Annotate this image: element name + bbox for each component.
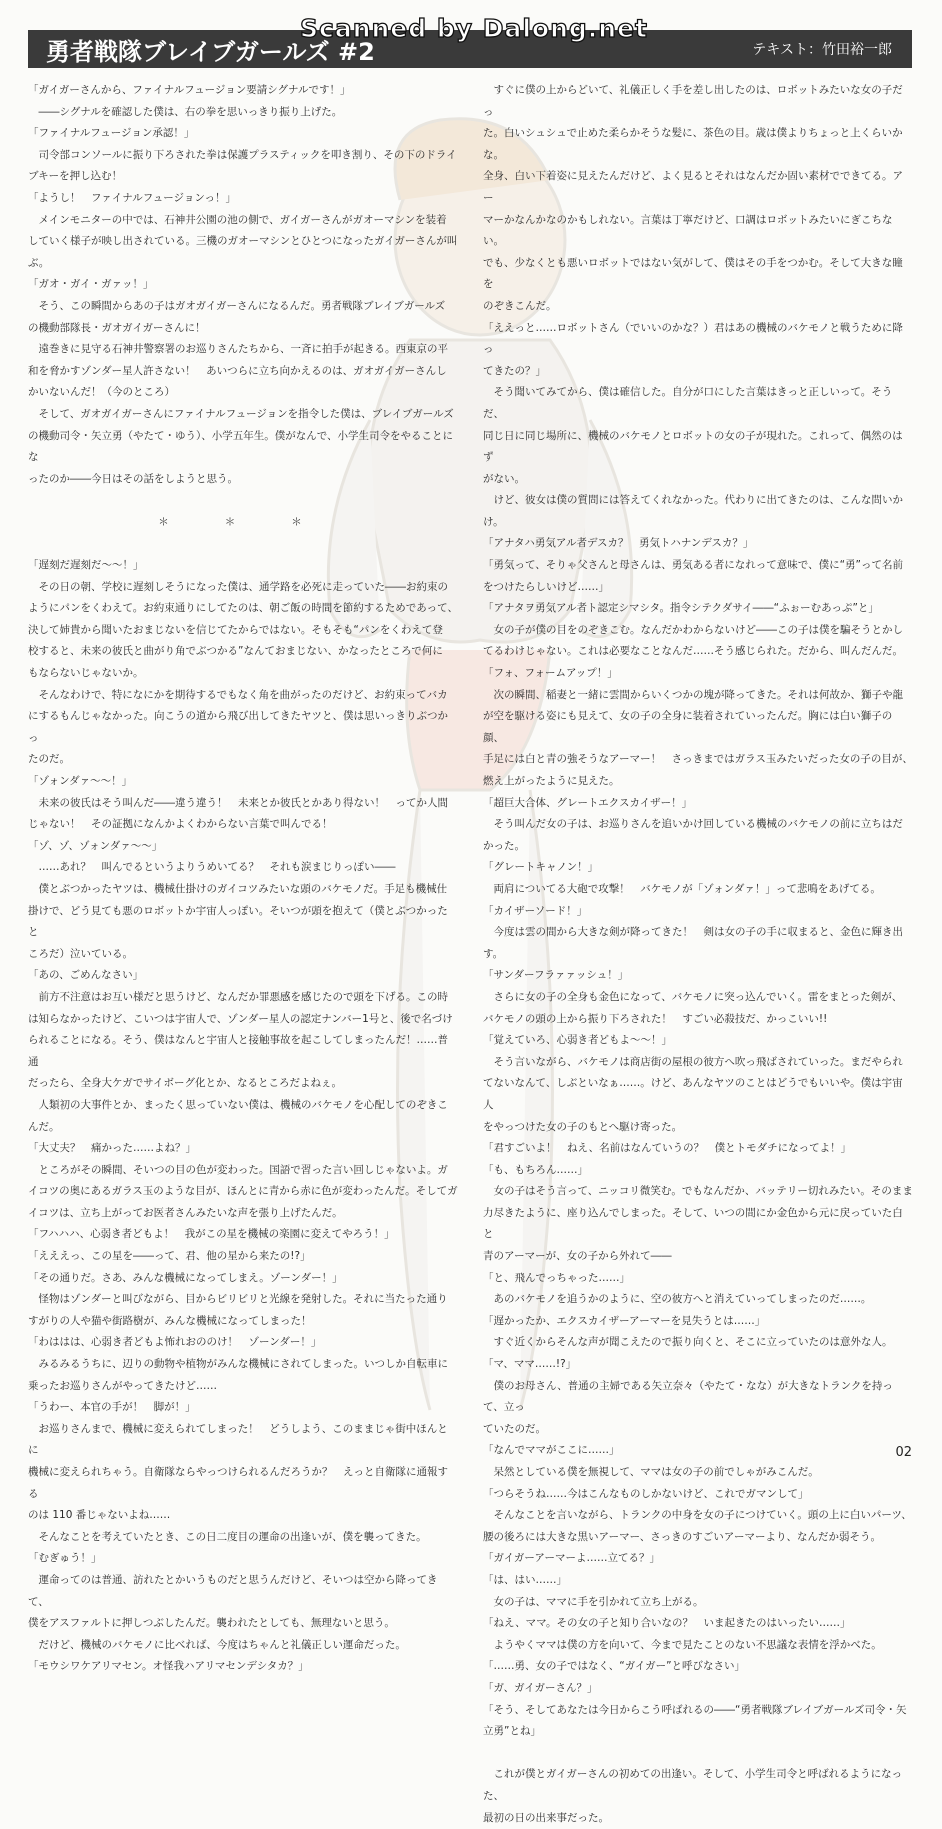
text-line: 力尽きたように、座り込んでしまった。そして、いつの間にか金色から元に戻っていた白と [483,1203,913,1246]
text-line: ブキーを押し込む！ [28,166,458,188]
text-line: だけど、機械のバケモノに比べれば、今度はちゃんと礼儀正しい運命だった。 [28,1635,458,1657]
text-line: 遠巻きに見守る石神井警察署のお巡りさんたちから、一斉に拍手が起きる。西東京の平 [28,339,458,361]
text-line: んだ。 [28,1117,458,1139]
text-line: たのだ。 [28,749,458,771]
text-line: 「グレートキャノン！」 [483,857,913,879]
text-line: の機動司令・矢立勇（やたて・ゆう）、小学五年生。僕がなんで、小学生司令をやることにな [28,426,458,469]
text-line: 「その通りだ。さあ、みんな機械になってしまえ。ゾーンダー！」 [28,1268,458,1290]
text-line: 「覚えていろ、心弱き者どもよ～～！」 [483,1030,913,1052]
text-line: の機動部隊長・ガオガイガーさんに！ [28,318,458,340]
text-line: そう、この瞬間からあの子はガオガイガーさんになるんだ。勇者戦隊ブレイブガールズ [28,296,458,318]
text-line: イコツの奥にあるガラス玉のような目が、ほんとに青から赤に色が変わったんだ。そしてガ [28,1181,458,1203]
text-line: でも、少なくとも悪いロボットではない気がして、僕はその手をつかむ。そして大きな瞳を [483,253,913,296]
text-line: 「フハハハ、心弱き者どもよ！ 我がこの星を機械の楽園に変えてやろう！」 [28,1224,458,1246]
text-line: 「うわー、本官の手が！ 脚が！」 [28,1397,458,1419]
text-line: にするもんじゃなかった。向こうの道から飛び出してきたヤツと、僕は思いっきりぶつかっ [28,706,458,749]
text-line: 青のアーマーが、女の子から外れて―― [483,1246,913,1268]
text-line: 「は、はい……」 [483,1570,913,1592]
text-line: 「ガイガーアーマーよ……立てる？」 [483,1548,913,1570]
text-line: 人類初の大事件とか、まったく思っていない僕は、機械のバケモノを心配してのぞきこ [28,1095,458,1117]
text-line: だったら、全身大ケガでサイボーグ化とか、なるところだよねぇ。 [28,1073,458,1095]
text-line: 「ゾ、ゾ、ゾォンダァ～～」 [28,836,458,858]
text-line: 「遅かったか、エクスカイザーアーマーを見失うとは……」 [483,1311,913,1333]
text-line: そんなわけで、特になにかを期待するでもなく角を曲がったのだけど、お約束ってバカ [28,685,458,707]
text-line: 「ゾォンダァ～～！」 [28,771,458,793]
text-line: 「あの、ごめんなさい」 [28,965,458,987]
text-line: 「と、飛んでっちゃった……」 [483,1268,913,1290]
text-line: 乗ったお巡りさんがやってきたけど…… [28,1376,458,1398]
text-line: 「なんでママがここに……」 [483,1440,913,1462]
text-line: 「サンダーフラァァッシュ！」 [483,965,913,987]
text-line: みるみるうちに、辺りの動物や植物がみんな機械にされてしまった。いつしか自転車に [28,1354,458,1376]
text-line: 「……勇、女の子ではなく、“ガイガー”と呼びなさい」 [483,1656,913,1678]
text-line: 「フォ、フォームアップ！」 [483,663,913,685]
text-line [28,490,458,512]
text-line: あのバケモノを追うかのように、空の彼方へと消えていってしまったのだ……。 [483,1289,913,1311]
text-line: お巡りさんまで、機械に変えられてしまった！ どうしよう、このままじゃ街中ほんとに [28,1419,458,1462]
text-line: バケモノの頭の上から振り下ろされた！ すごい必殺技だ、かっこいい!! [483,1009,913,1031]
text-line: 未来の彼氏はそう叫んだ――違う違う！ 未来とか彼氏とかあり得ない！ ってか人間 [28,793,458,815]
text-line: てるわけじゃない。これは必要なことなんだ……そう感じられた。だから、叫んだんだ。 [483,641,913,663]
text-line: 腰の後ろには大きな黒いアーマー、さっきのすごいアーマーより、なんだか弱そう。 [483,1527,913,1549]
text-line: 「君すごいよ！ ねえ、名前はなんていうの？ 僕とトモダチになってよ！」 [483,1138,913,1160]
text-line [28,533,458,555]
left-text-column [28,80,458,1678]
text-line: 「ファイナルフュージョン承認！」 [28,123,458,145]
text-line: てないなんて、しぶといなぁ……。けど、あんなヤツのことはどうでもいいや。僕は宇宙人 [483,1073,913,1116]
text-line: していく様子が映し出されている。三機のガオーマシンとひとつになったガイガーさんが叫 [28,231,458,253]
text-line: 「ガイガーさんから、ファイナルフュージョン要請シグナルです！」 [28,80,458,102]
text-line: 怪物はゾンダーと叫びながら、目からビリビリと光線を発射した。それに当たった通り [28,1289,458,1311]
text-line: イコツは、立ち上がってお医者さんみたいな声を張り上げたんだ。 [28,1203,458,1225]
page-number: 02 [895,1445,912,1460]
text-line: 校すると、未来の彼氏と曲がり角でぶつかる”なんておまじない、かなったところで何に [28,641,458,663]
text-line: 僕のお母さん、普通の主婦である矢立奈々（やたて・なな）が大きなトランクを持って、立っ [483,1376,913,1419]
text-line: 「ようし！ ファイナルフュージョンっ！」 [28,188,458,210]
text-line: かいないんだ！（今のところ） [28,382,458,404]
text-line [483,1743,913,1765]
text-line: 「超巨大合体、グレートエクスカイザー！」 [483,793,913,815]
text-line: 女の子が僕の目をのぞきこむ。なんだかわからないけど――この子は僕を騙そうとかし [483,620,913,642]
text-line: てきたの？」 [483,361,913,383]
text-line: られることになる。そう、僕はなんと宇宙人と接触事故を起こしてしまったんだ！……普通 [28,1030,458,1073]
text-line: のは 110 番じゃないよね…… [28,1505,458,1527]
text-line: じゃない！ その証拠になんかよくわからない言葉で叫んでる！ [28,814,458,836]
text-line: 「ええっと……ロボットさん（でいいのかな？）君はあの機械のバケモノと戦うために降っ [483,318,913,361]
right-text-column [483,80,913,1829]
text-line: 掛けで、どう見ても悪のロボットか宇宙人っぽい。そいつが頭を抱えて（僕とぶつかったと [28,901,458,944]
text-line: その日の朝、学校に遅刻しそうになった僕は、通学路を必死に走っていた――お約束の [28,577,458,599]
text-line: 「むぎゅう！」 [28,1548,458,1570]
text-line: 「カイザーソード！」 [483,901,913,923]
text-line: た。白いシュシュで止めた柔らかそうな髪に、茶色の目。歳は僕よりちょっと上くらいかな。 [483,123,913,166]
text-line: これが僕とガイガーさんの初めての出逢い。そして、小学生司令と呼ばれるようになった、 [483,1764,913,1807]
text-line: 最初の日の出来事だった。 [483,1808,913,1829]
text-line: 「大丈夫？ 痛かった……よね？」 [28,1138,458,1160]
text-line: をつけたらしいけど……」 [483,577,913,599]
text-line: 「アナタヲ勇気アル者ト認定シマシタ。指令シテクダサイ――“ふぉーむあっぷ”と」 [483,598,913,620]
text-line: すぐに僕の上からどいて、礼儀正しく手を差し出したのは、ロボットみたいな女の子だっ [483,80,913,123]
text-line: 「アナタハ勇気アル者デスカ？ 勇気トハナンデスカ？」 [483,533,913,555]
text-line: そう言いながら、バケモノは商店街の屋根の彼方へ吹っ飛ばされていった。まだやられ [483,1052,913,1074]
text-line: そう聞いてみてから、僕は確信した。自分が口にした言葉はきっと正しいって。そうだ、 [483,382,913,425]
text-line: 燃え上がったように見えた。 [483,771,913,793]
text-line: 全身、白い下着姿に見えたんだけど、よく見るとそれはなんだか固い素材でできてる。アー [483,166,913,209]
text-line: 決して姉貴から聞いたおまじないを信じてたからではない。そもそも“パンをくわえて登 [28,620,458,642]
text-line: ぶ。 [28,253,458,275]
text-line: のぞきこんだ。 [483,296,913,318]
text-line: 「ねえ、ママ。その女の子と知り合いなの？ いま起きたのはいったい……」 [483,1613,913,1635]
text-line: 手足には白と青の強そうなアーマー！ さっきまではガラス玉みたいだった女の子の目が、 [483,749,913,771]
text-line: 「つらそうね……今はこんなものしかないけど、これでガマンして」 [483,1484,913,1506]
text-line: ところがその瞬間、そいつの目の色が変わった。国語で習った言い回しじゃないよ。ガ [28,1160,458,1182]
text-line: は知らなかったけど、こいつは宇宙人で、ゾンダー星人の認定ナンバー1号と、後で名づけ [28,1009,458,1031]
text-line: 「ガオ・ガイ・ガァッ！」 [28,274,458,296]
text-line: ――シグナルを確認した僕は、右の拳を思いっきり振り上げた。 [28,102,458,124]
text-line: そして、ガオガイガーさんにファイナルフュージョンを指令した僕は、ブレイブガールズ [28,404,458,426]
text-line: ころだ）泣いている。 [28,944,458,966]
text-line: もならないじゃないか。 [28,663,458,685]
text-line: ようやくママは僕の方を向いて、今まで見たことのない不思議な表情を浮かべた。 [483,1635,913,1657]
text-line: 「ガ、ガイガーさん？」 [483,1678,913,1700]
text-line: マーかなんかなのかもしれない。言葉は丁寧だけど、口調はロボットみたいにぎこちない。 [483,210,913,253]
text-line: 今度は雲の間から大きな剣が降ってきた！ 剣は女の子の手に収まると、金色に輝き出す。 [483,922,913,965]
text-line: 前方不注意はお互い様だと思うけど、なんだか罪悪感を感じたので頭を下げる。この時 [28,987,458,1009]
text-line: 女の子はそう言って、ニッコリ微笑む。でもなんだか、バッテリー切れみたい。そのまま [483,1181,913,1203]
text-line: 「遅刻だ遅刻だ～～！」 [28,555,458,577]
text-line: 「マ、ママ……!?」 [483,1354,913,1376]
text-line: ていたのだ。 [483,1419,913,1441]
text-line: 僕とぶつかったヤツは、機械仕掛けのガイコツみたいな頭のバケモノだ。手足も機械仕 [28,879,458,901]
text-line: 「そう、そしてあなたは今日からこう呼ばれるの――“勇者戦隊ブレイブガールズ司令・矢 [483,1700,913,1722]
text-line: 呆然としている僕を無視して、ママは女の子の前でしゃがみこんだ。 [483,1462,913,1484]
text-line: 僕をアスファルトに押しつぶしたんだ。襲われたとしても、無理ないと思う。 [28,1613,458,1635]
text-line: そう叫んだ女の子は、お巡りさんを追いかけ回している機械のバケモノの前に立ちはだ [483,814,913,836]
text-line: すぐ近くからそんな声が聞こえたので振り向くと、そこに立っていたのは意外な人。 [483,1332,913,1354]
text-line: 和を脅かすゾンダー星人許さない！ あいつらに立ち向かえるのは、ガオガイガーさんし [28,361,458,383]
text-line: 女の子は、ママに手を引かれて立ち上がる。 [483,1592,913,1614]
scanner-watermark: Scanned by Dalong.net [300,14,648,43]
text-line: かった。 [483,836,913,858]
text-line: そんなことを言いながら、トランクの中身を女の子につけていく。頭の上に白いパーツ、 [483,1505,913,1527]
text-line: 同じ日に同じ場所に、機械のバケモノとロボットの女の子が現れた。これって、偶然のはず [483,426,913,469]
text-line: 立勇”とね」 [483,1721,913,1743]
text-line: が空を駆ける姿にも見えて、女の子の全身に装着されていったんだ。胸には白い獅子の顔、 [483,706,913,749]
text-line: 機械に変えられちゃう。自衛隊ならやっつけられるんだろうか？ えっと自衛隊に通報する [28,1462,458,1505]
text-line: 両肩についてる大砲で攻撃！ バケモノが「ゾォンダァ！」って悲鳴をあげてる。 [483,879,913,901]
text-line: 「勇気って、そりゃ父さんと母さんは、勇気ある者になれって意味で、僕に“勇”って名前 [483,555,913,577]
text-line: 「モウシワケアリマセン。オ怪我ハアリマセンデシタカ？」 [28,1656,458,1678]
text-line: 「わははは、心弱き者どもよ怖れおののけ！ ゾーンダー！」 [28,1332,458,1354]
text-line: ＊＊＊ [28,512,458,534]
article-title: 勇者戦隊ブレイブガールズ #2 [46,32,375,67]
text-line: 運命ってのは普通、訪れたとかいうものだと思うんだけど、そいつは空から降ってきて、 [28,1570,458,1613]
text-line: ったのか――今日はその話をしようと思う。 [28,469,458,491]
text-line: メインモニターの中では、石神井公園の池の側で、ガイガーさんがガオーマシンを装着 [28,210,458,232]
text-line: ……あれ？ 叫んでるというよりうめいてる？ それも涙まじりっぽい―― [28,857,458,879]
text-line: ようにパンをくわえて。お約束通りにしてたのは、朝ご飯の時間を節約するためであって、 [28,598,458,620]
text-line: さらに女の子の全身も金色になって、バケモノに突っ込んでいく。雷をまとった剣が、 [483,987,913,1009]
text-line: 「も、もちろん……」 [483,1160,913,1182]
text-line: 次の瞬間、稲妻と一緒に雲間からいくつかの塊が降ってきた。それは何故か、獅子や龍 [483,685,913,707]
text-line: がない。 [483,469,913,491]
text-line: そんなことを考えていたとき、この日二度目の運命の出逢いが、僕を襲ってきた。 [28,1527,458,1549]
text-line: 「えええっ、この星を――って、君、他の星から来たの!?」 [28,1246,458,1268]
text-line: けど、彼女は僕の質問には答えてくれなかった。代わりに出てきたのは、こんな問いかけ。 [483,490,913,533]
author-credit: テキスト：竹田裕一郎 [752,39,892,59]
text-line: 司令部コンソールに振り下ろされた拳は保護プラスティックを叩き割り、その下のドライ [28,145,458,167]
text-line: すがりの人や猫や街路樹が、みんな機械になってしまった！ [28,1311,458,1333]
text-line: をやっつけた女の子のもとへ駆け寄った。 [483,1117,913,1139]
